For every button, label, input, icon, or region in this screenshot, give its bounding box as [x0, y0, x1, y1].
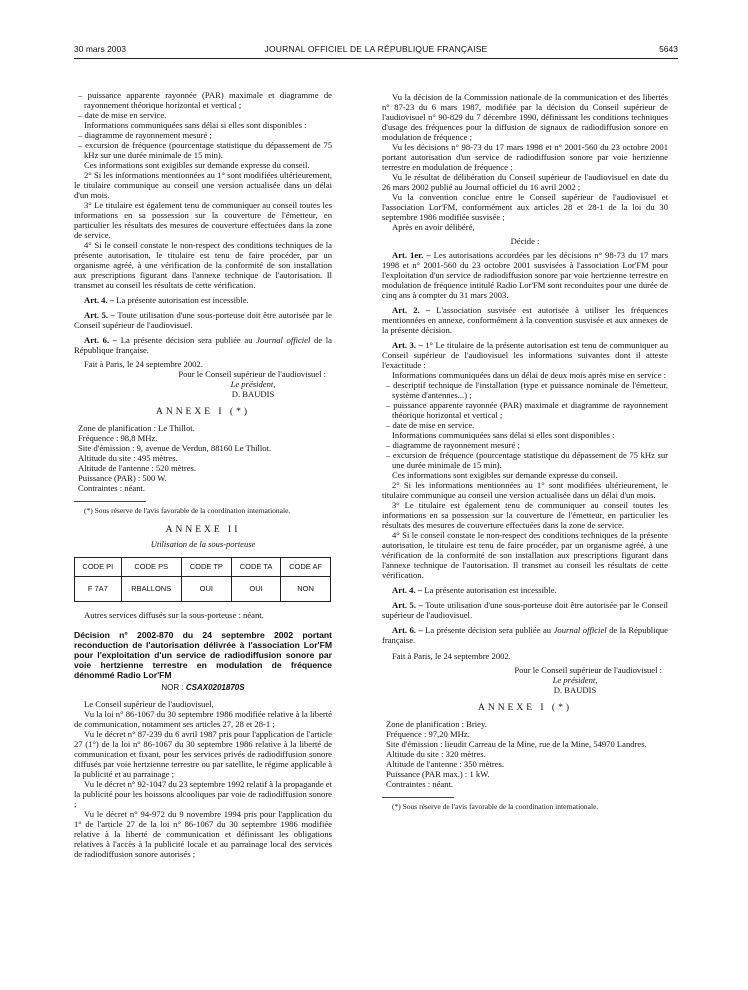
article-text: Les autorisations accordées par les décisions n° 98-73 du 17 mars 1998 et n° 2001-560 du 23 octobre 2001 susvisées à l'association Lor'FM pour l'exploitation d'un service de radiodiffusion sonore par voie hertzienne terrestre en modulation de fréquence intitulé Radio Lor'FM sont reconduites pour une durée de cinq ans à compter du 31 mars 2003.	[382, 250, 668, 300]
annex-line: Altitude du site : 320 mètres.	[386, 749, 486, 759]
annex-line: Contraintes : néant.	[386, 779, 454, 789]
table-cell: OUI	[181, 577, 231, 602]
paragraph: Informations communiquées dans un délai de deux mois après mise en service :	[392, 370, 666, 380]
header-journal-title: JOURNAL OFFICIEL DE LA RÉPUBLIQUE FRANÇAISE	[264, 44, 488, 54]
article-6: Art. 6. – La présente décision sera publiée au Journal officiel de la République française.	[74, 335, 332, 355]
paragraph: 4° Si le conseil constate le non-respect des conditions techniques de la présente autorisation, le titulaire est tenu de faire procéder, par un organisme agréé, à une vérification de la conformité de son installation aux prescriptions figurant dans l'annexe technique de l'autorisation. Il transmet au conseil les résultats de cette vérification.	[74, 240, 332, 290]
article-label: Art. 4. –	[392, 585, 423, 595]
table-row	[75, 577, 331, 602]
annex-line: Puissance (PAR) : 500 W.	[78, 473, 167, 483]
paragraph: Vu le décret n° 92-1047 du 23 septembre 1992 relatif à la propagande et la publicité pour les boissons alcooliques par voie de radiodiffusion sonore ;	[74, 779, 332, 809]
table-cell: OUI	[231, 577, 280, 602]
annex-2-title: ANNEXE II	[165, 525, 241, 535]
annex-line: Zone de planification : Briey.	[386, 719, 487, 729]
page-header	[74, 44, 678, 58]
annex-line: Altitude de l'antenne : 520 mètres.	[78, 463, 197, 473]
paragraph: Informations communiquées sans délai si elles sont disponibles :	[392, 430, 615, 440]
article-text: La présente autorisation est incessible.	[114, 295, 249, 305]
header-rule	[74, 58, 678, 59]
list-item: – puissance apparente rayonnée (PAR) maximale et diagramme de rayonnement théorique horizontal et vertical ;	[78, 90, 332, 110]
table-cell: F 7A7	[75, 577, 122, 602]
article-label: Art. 6. –	[392, 625, 423, 635]
list-item: – diagramme de rayonnement mesuré ;	[78, 130, 212, 140]
table-header: CODE TA	[231, 558, 280, 577]
table-header: CODE PI	[75, 558, 122, 577]
signature-for: Pour le Conseil supérieur de l'audiovisuel :	[514, 665, 662, 675]
table-header: CODE TP	[181, 558, 231, 577]
article-4	[74, 295, 332, 305]
annex-1-title: ANNEXE I (*)	[155, 407, 251, 417]
annex-line: Altitude de l'antenne : 350 mètres.	[386, 759, 505, 769]
nor-code: CSAX0201870S	[185, 683, 245, 692]
journal-name: Journal officiel	[256, 335, 311, 345]
journal-name: Journal officiel	[553, 625, 607, 635]
article-4	[382, 585, 668, 595]
article-2	[382, 305, 668, 335]
footnote-rule	[74, 501, 146, 502]
annex-1-block	[74, 423, 332, 493]
article-label: Art. 5. –	[84, 310, 115, 320]
paragraph: 4° Si le conseil constate le non-respect des conditions techniques de la présente autorisation, le titulaire est tenu de faire procéder, par un organisme agréé, à une vérification de la conformité de son installation aux prescriptions figurant dans l'annexe technique de l'autorisation. Il transmet au conseil les résultats de cette vérification.	[382, 530, 668, 580]
article-label: Art. 3. –	[392, 340, 423, 350]
paragraph: 2° Si les informations mentionnées au 1° sont modifiées ultérieurement, le titulaire communique au conseil une version actualisée dans un délai d'un mois.	[382, 480, 668, 500]
footnote: (*) Sous réserve de l'avis favorable de la coordination internationale.	[392, 802, 599, 811]
decide-heading: Décide :	[510, 236, 540, 246]
article-label: Art. 5. –	[392, 600, 423, 610]
annex-line: Site d'émission : lieudit Carreau de la Mine, rue de la Mine, 54970 Landres.	[386, 739, 647, 749]
table-header: CODE PS	[121, 558, 181, 577]
article-text: Toute utilisation d'une sous-porteuse doit être autorisée par le Conseil supérieur de l'audiovisuel.	[382, 600, 669, 620]
table-header: CODE AF	[281, 558, 331, 577]
paragraph: Vu le décret n° 87-239 du 6 avril 1987 pris pour l'application de l'article 27 (1°) de la loi n° 86-1067 du 30 septembre 1986 relative à la liberté de communication et fixant, pour les services privés de radiodiffusion sonore diffusés par voie hertzienne terrestre ou par satellite, le régime applicable à la publicité et au parrainage ;	[74, 729, 333, 779]
header-date: 30 mars 2003	[74, 44, 126, 54]
article-1	[382, 250, 668, 300]
signature-for: Pour le Conseil supérieur de l'audiovisuel :	[178, 369, 326, 379]
list-item: – diagramme de rayonnement mesuré ;	[386, 440, 520, 450]
footnote: (*) Sous réserve de l'avis favorable de la coordination internationale.	[84, 506, 291, 515]
header-page-number: 5643	[659, 44, 678, 54]
paragraph: Vu le décret n° 94-972 du 9 novembre 1994 pris pour l'application du 1° de l'article 27 de la loi n° 86-1067 du 30 septembre 1986 modifiée relative à la liberté de communication et définissant les obligations relatives à l'accès à la publicité locale et au parrainage local des services de radiodiffusion sonore autorisés ;	[74, 809, 332, 859]
paragraph: Vu la loi n° 86-1067 du 30 septembre 1986 modifiée relative à la liberté de communication, notamment ses articles 27, 28 et 28-1 ;	[74, 709, 332, 729]
paragraph: Vu le résultat de délibération du Conseil supérieur de l'audiovisuel en date du 26 mars 2002 publié au Journal officiel du 16 avril 2002 ;	[382, 172, 668, 192]
paragraph: Après en avoir délibéré,	[392, 222, 475, 232]
annex-line: Puissance (PAR max.) : 1 kW.	[386, 769, 490, 779]
annex-line: Fréquence : 97,20 MHz.	[386, 729, 470, 739]
table-cell: RBALLONS	[121, 577, 181, 602]
annex-line: Site d'émission : 9, avenue de Verdun, 88160 Le Thillot.	[78, 443, 272, 453]
other-services: Autres services diffusés sur la sous-porteuse : néant.	[84, 610, 264, 620]
list-item: – puissance apparente rayonnée (PAR) maximale et diagramme de rayonnement théorique horizontal et vertical ;	[386, 400, 668, 420]
signature-name: D. BAUDIS	[231, 389, 275, 399]
list-item: – excursion de fréquence (pourcentage statistique du dépassement de 75 kHz sur une durée minimale de 15 min).	[78, 140, 332, 160]
paragraph: Vu la convention conclue entre le Conseil supérieur de l'audiovisuel et l'association Lor'FM, conformément aux articles 28 et 28-1 de la loi du 30 septembre 1986 modifiée susvisée ;	[382, 192, 668, 222]
article-label: Art. 1er. –	[392, 250, 431, 260]
article-5	[382, 600, 668, 620]
article-3	[382, 340, 668, 370]
annex-line: Contraintes : néant.	[78, 483, 146, 493]
list-item: – date de mise en service.	[386, 420, 475, 430]
list-item: – excursion de fréquence (pourcentage statistique du dépassement de 75 kHz sur une durée minimale de 15 min).	[386, 450, 668, 470]
paragraph: Ces informations sont exigibles sur demande expresse du conseil.	[392, 470, 618, 480]
paragraph: 3° Le titulaire est également tenu de communiquer au conseil toutes les informations en sa possession sur la couverture de l'émetteur, en particulier les résultats des mesures de couverture effectuées dans la zone de service.	[382, 500, 668, 530]
article-label: Art. 6. –	[84, 335, 118, 345]
paragraph: 2° Si les informations mentionnées au 1° sont modifiées ultérieurement, le titulaire communique au conseil une version actualisée dans un délai d'un mois.	[74, 170, 332, 200]
right-column	[382, 92, 668, 811]
annex-2-subtitle: Utilisation de la sous-porteuse	[150, 539, 256, 549]
article-text: Toute utilisation d'une sous-porteuse doit être autorisée par le Conseil supérieur de l'audiovisuel.	[74, 310, 333, 330]
footnote-rule	[382, 797, 454, 798]
list-item: – descriptif technique de l'installation (type et puissance nominale de l'émetteur, système d'antennes...) ;	[386, 380, 668, 400]
annex-line: Altitude du site : 495 mètres.	[78, 453, 178, 463]
done-at: Fait à Paris, le 24 septembre 2002.	[392, 651, 511, 661]
done-at: Fait à Paris, le 24 septembre 2002.	[84, 359, 203, 369]
signature-name: D. BAUDIS	[553, 685, 597, 695]
subcarrier-table	[74, 557, 331, 602]
annex-1-title: ANNEXE I (*)	[477, 703, 573, 713]
paragraph: Le Conseil supérieur de l'audiovisuel,	[84, 699, 214, 709]
signature-role: Le président,	[552, 675, 598, 685]
paragraph: Vu la décision de la Commission nationale de la communication et des libertés n° 87-23 du 6 mars 1987, modifiée par la décision du Conseil supérieur de l'audiovisuel n° 90-829 du 7 décembre 1990, définissant les conditions techniques d'usage des fréquences pour la diffusion de signaux de radiodiffusion sonore en modulation de fréquence ;	[382, 92, 668, 142]
signature-role: Le président,	[230, 379, 276, 389]
article-label: Art. 2. –	[392, 305, 431, 315]
left-column	[74, 90, 332, 859]
article-text: La présente autorisation est incessible.	[422, 585, 557, 595]
list-item: – date de mise en service.	[78, 110, 167, 120]
table-cell: NON	[281, 577, 331, 602]
paragraph: Informations communiquées sans délai si elles sont disponibles :	[84, 120, 307, 130]
annex-line: Fréquence : 98,8 MHz.	[78, 433, 158, 443]
paragraph: Vu les décisions n° 98-73 du 17 mars 1998 et n° 2001-560 du 23 octobre 2001 portant autorisation d'un service de radiodiffusion sonore par voie hertzienne terrestre en modulation de fréquence ;	[382, 142, 668, 172]
decision-title: Décision n° 2002-870 du 24 septembre 2002 portant reconduction de l'autorisation délivrée à l'association Lor'FM pour l'exploitation d'un service de radiodiffusion sonore par voie hertzienne terrestre en modulation de fréquence dénommé Radio Lor'FM	[74, 630, 332, 680]
article-5	[74, 310, 332, 330]
article-6: Art. 6. – La présente décision sera publiée au Journal officiel de la République française.	[382, 625, 668, 645]
nor-reference: NOR : CSAX0201870S	[161, 683, 245, 692]
paragraph: 3° Le titulaire est également tenu de communiquer au conseil toutes les informations en sa possession sur la couverture de l'émetteur, en particulier les résultats des mesures de couverture effectuées dans la zone de service.	[74, 200, 332, 240]
table-header-row	[75, 558, 331, 577]
article-text: 1° Le titulaire de la présente autorisation est tenu de communiquer au Conseil supérieur de l'audiovisuel les informations suivantes dont il atteste l'exactitude :	[382, 340, 668, 370]
article-text: L'association susvisée est autorisée à utiliser les fréquences mentionnées en annexe, conformément à la convention susvisée et aux annexes de la présente décision.	[382, 305, 668, 335]
annex-1-block	[382, 719, 668, 789]
article-label: Art. 4. –	[84, 295, 115, 305]
annex-line: Zone de planification : Le Thillot.	[78, 423, 195, 433]
paragraph: Ces informations sont exigibles sur demande expresse du conseil.	[84, 160, 310, 170]
